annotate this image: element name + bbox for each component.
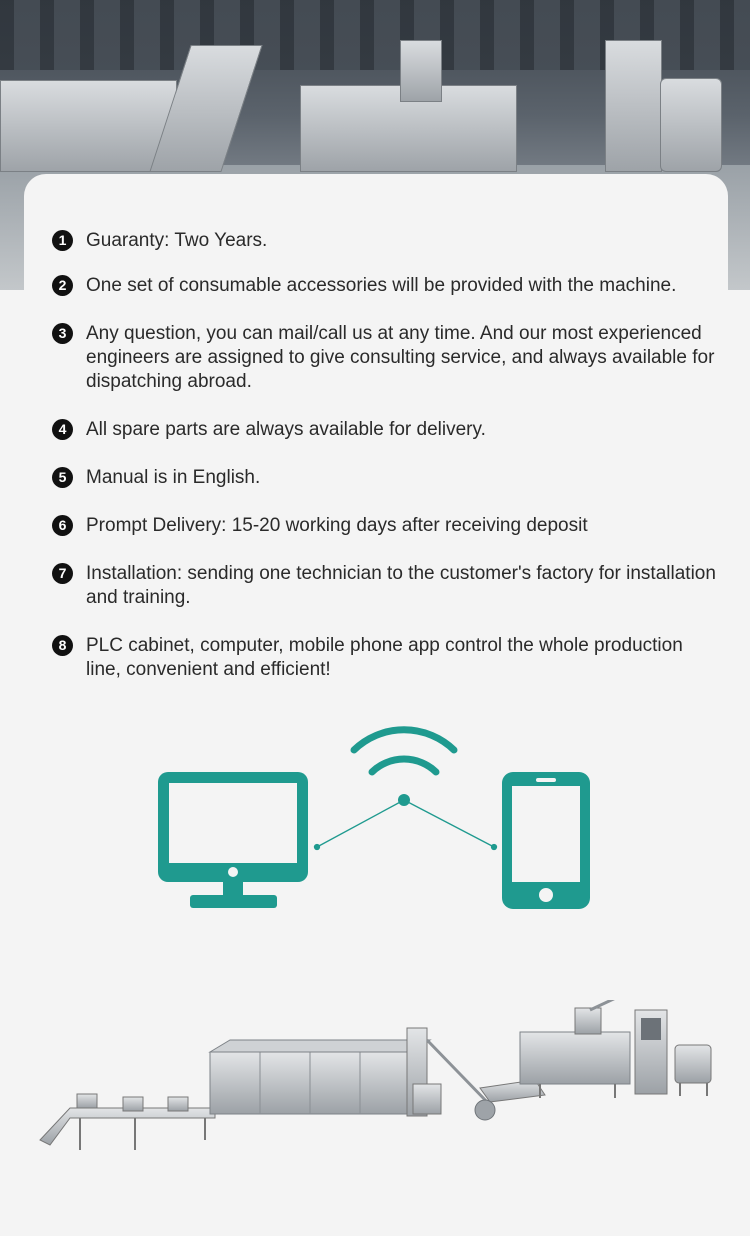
factory-machine-extruder [400,40,442,102]
flavoring-drum [675,1045,711,1096]
list-item-text: One set of consumable accessories will be provided with the machine. [86,275,677,296]
list-item-text: Manual is in English. [86,467,261,488]
list-item-text: Installation: sending one technician to the customer's factory for installation and training. [86,563,716,608]
conveyor-feeder [40,1094,215,1150]
list-item-text: All spare parts are always available for delivery. [86,419,486,440]
number-badge: 8 [52,635,73,656]
number-badge: 6 [52,515,73,536]
connectivity-illustration [0,720,750,920]
twin-screw-extruder [520,1000,630,1098]
list-item-text: Prompt Delivery: 15-20 working days after receiving deposit [86,515,588,536]
monitor-icon [158,772,308,908]
number-badge: 7 [52,563,73,584]
number-badge: 1 [52,230,73,251]
connection-lines [315,800,497,850]
production-line-image [35,1000,720,1160]
factory-machine-cabinet [605,40,662,172]
number-badge: 4 [52,419,73,440]
factory-machine-dryer [0,80,177,172]
number-badge: 5 [52,467,73,488]
number-badge: 3 [52,323,73,344]
factory-machine-tank [660,78,722,172]
number-badge: 2 [52,275,73,296]
wifi-icon [354,730,454,806]
list-item-text: Guaranty: Two Years. [86,230,268,251]
control-cabinet [635,1010,667,1094]
list-item-text: PLC cabinet, computer, mobile phone app control the whole production line, convenient and efficient! [86,635,683,680]
smartphone-icon [502,772,590,909]
multi-layer-dryer [210,1040,430,1114]
list-item-text: Any question, you can mail/call us at any time. And our most experienced engineers are assigned to give consulting service, and always available for dispatching abroad. [86,323,715,392]
